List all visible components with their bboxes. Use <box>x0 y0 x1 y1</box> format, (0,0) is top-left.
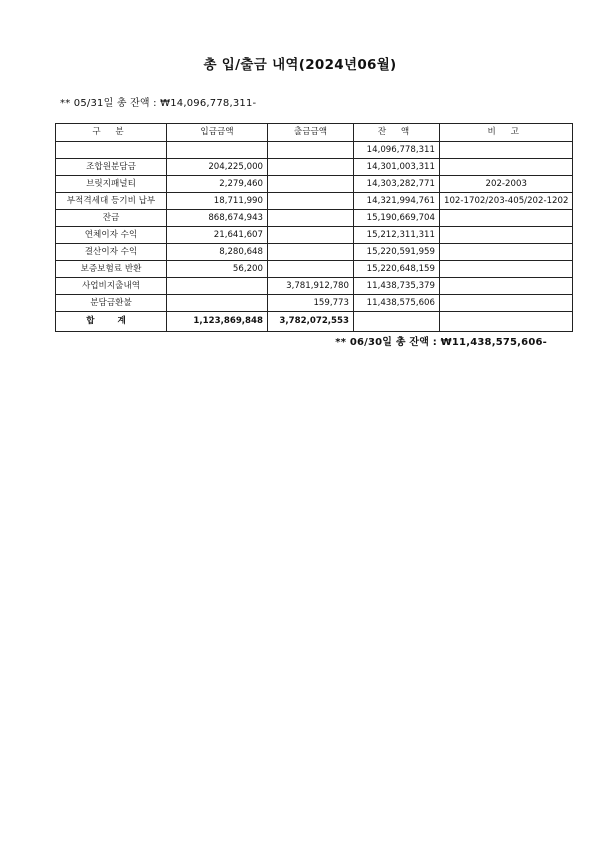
row-category: 분담금환불 <box>56 295 167 312</box>
header-note: 비 고 <box>440 124 573 142</box>
header-deposit: 입금금액 <box>167 124 268 142</box>
row-deposit: 204,225,000 <box>167 159 268 176</box>
row-category: 브릿지패널티 <box>56 176 167 193</box>
row-withdrawal <box>268 193 354 210</box>
row-balance: 11,438,575,606 <box>354 295 440 312</box>
row-withdrawal <box>268 244 354 261</box>
row-category: 보증보험료 반환 <box>56 261 167 278</box>
row-category: 조합원분담금 <box>56 159 167 176</box>
total-note <box>440 312 573 332</box>
total-deposit: 1,123,869,848 <box>167 312 268 332</box>
row-deposit: 56,200 <box>167 261 268 278</box>
row-note <box>440 159 573 176</box>
table-row <box>56 142 573 159</box>
row-note <box>440 244 573 261</box>
row-balance: 15,220,648,159 <box>354 261 440 278</box>
table-row <box>56 295 573 312</box>
header-withdrawal: 출금금액 <box>268 124 354 142</box>
row-category: 연체이자 수익 <box>56 227 167 244</box>
row-deposit: 2,279,460 <box>167 176 268 193</box>
table-row <box>56 210 573 227</box>
row-category: 부적격세대 등기비 납부 <box>56 193 167 210</box>
table-row <box>56 244 573 261</box>
row-balance: 15,190,669,704 <box>354 210 440 227</box>
row-withdrawal <box>268 159 354 176</box>
row-note <box>440 210 573 227</box>
row-balance: 15,220,591,959 <box>354 244 440 261</box>
row-withdrawal <box>268 210 354 227</box>
table-row <box>56 159 573 176</box>
row-note <box>440 227 573 244</box>
row-deposit: 21,641,607 <box>167 227 268 244</box>
total-balance <box>354 312 440 332</box>
row-withdrawal <box>268 227 354 244</box>
total-label: 합 계 <box>56 312 167 332</box>
row-withdrawal <box>268 142 354 159</box>
row-category <box>56 142 167 159</box>
row-deposit <box>167 142 268 159</box>
row-note <box>440 295 573 312</box>
table-row <box>56 176 573 193</box>
row-balance: 14,303,282,771 <box>354 176 440 193</box>
row-withdrawal <box>268 176 354 193</box>
row-note <box>440 261 573 278</box>
row-note: 202-2003 <box>440 176 573 193</box>
closing-balance: ** 06/30일 총 잔액 : ₩11,438,575,606- <box>335 337 547 348</box>
header-category: 구 분 <box>56 124 167 142</box>
row-balance: 14,301,003,311 <box>354 159 440 176</box>
row-note <box>440 142 573 159</box>
table-row <box>56 193 573 210</box>
row-deposit <box>167 295 268 312</box>
header-balance: 잔 액 <box>354 124 440 142</box>
row-balance: 15,212,311,311 <box>354 227 440 244</box>
row-withdrawal: 3,781,912,780 <box>268 278 354 295</box>
table-header-row <box>56 124 573 142</box>
row-withdrawal <box>268 261 354 278</box>
row-note: 102-1702/203-405/202-1202 <box>440 193 573 210</box>
row-deposit: 868,674,943 <box>167 210 268 227</box>
row-category: 잔금 <box>56 210 167 227</box>
opening-balance: ** 05/31일 총 잔액 : ₩14,096,778,311- <box>60 98 257 109</box>
row-withdrawal: 159,773 <box>268 295 354 312</box>
ledger-table <box>55 123 573 332</box>
total-withdrawal: 3,782,072,553 <box>268 312 354 332</box>
row-balance: 14,096,778,311 <box>354 142 440 159</box>
table-row <box>56 227 573 244</box>
table-row <box>56 278 573 295</box>
row-deposit: 18,711,990 <box>167 193 268 210</box>
row-balance: 14,321,994,761 <box>354 193 440 210</box>
row-balance: 11,438,735,379 <box>354 278 440 295</box>
row-note <box>440 278 573 295</box>
total-row <box>56 312 573 332</box>
row-deposit: 8,280,648 <box>167 244 268 261</box>
table-row <box>56 261 573 278</box>
row-category: 사업비지출내역 <box>56 278 167 295</box>
row-deposit <box>167 278 268 295</box>
row-category: 결산이자 수익 <box>56 244 167 261</box>
page-title: 총 입/출금 내역(2024년06월) <box>203 57 397 73</box>
